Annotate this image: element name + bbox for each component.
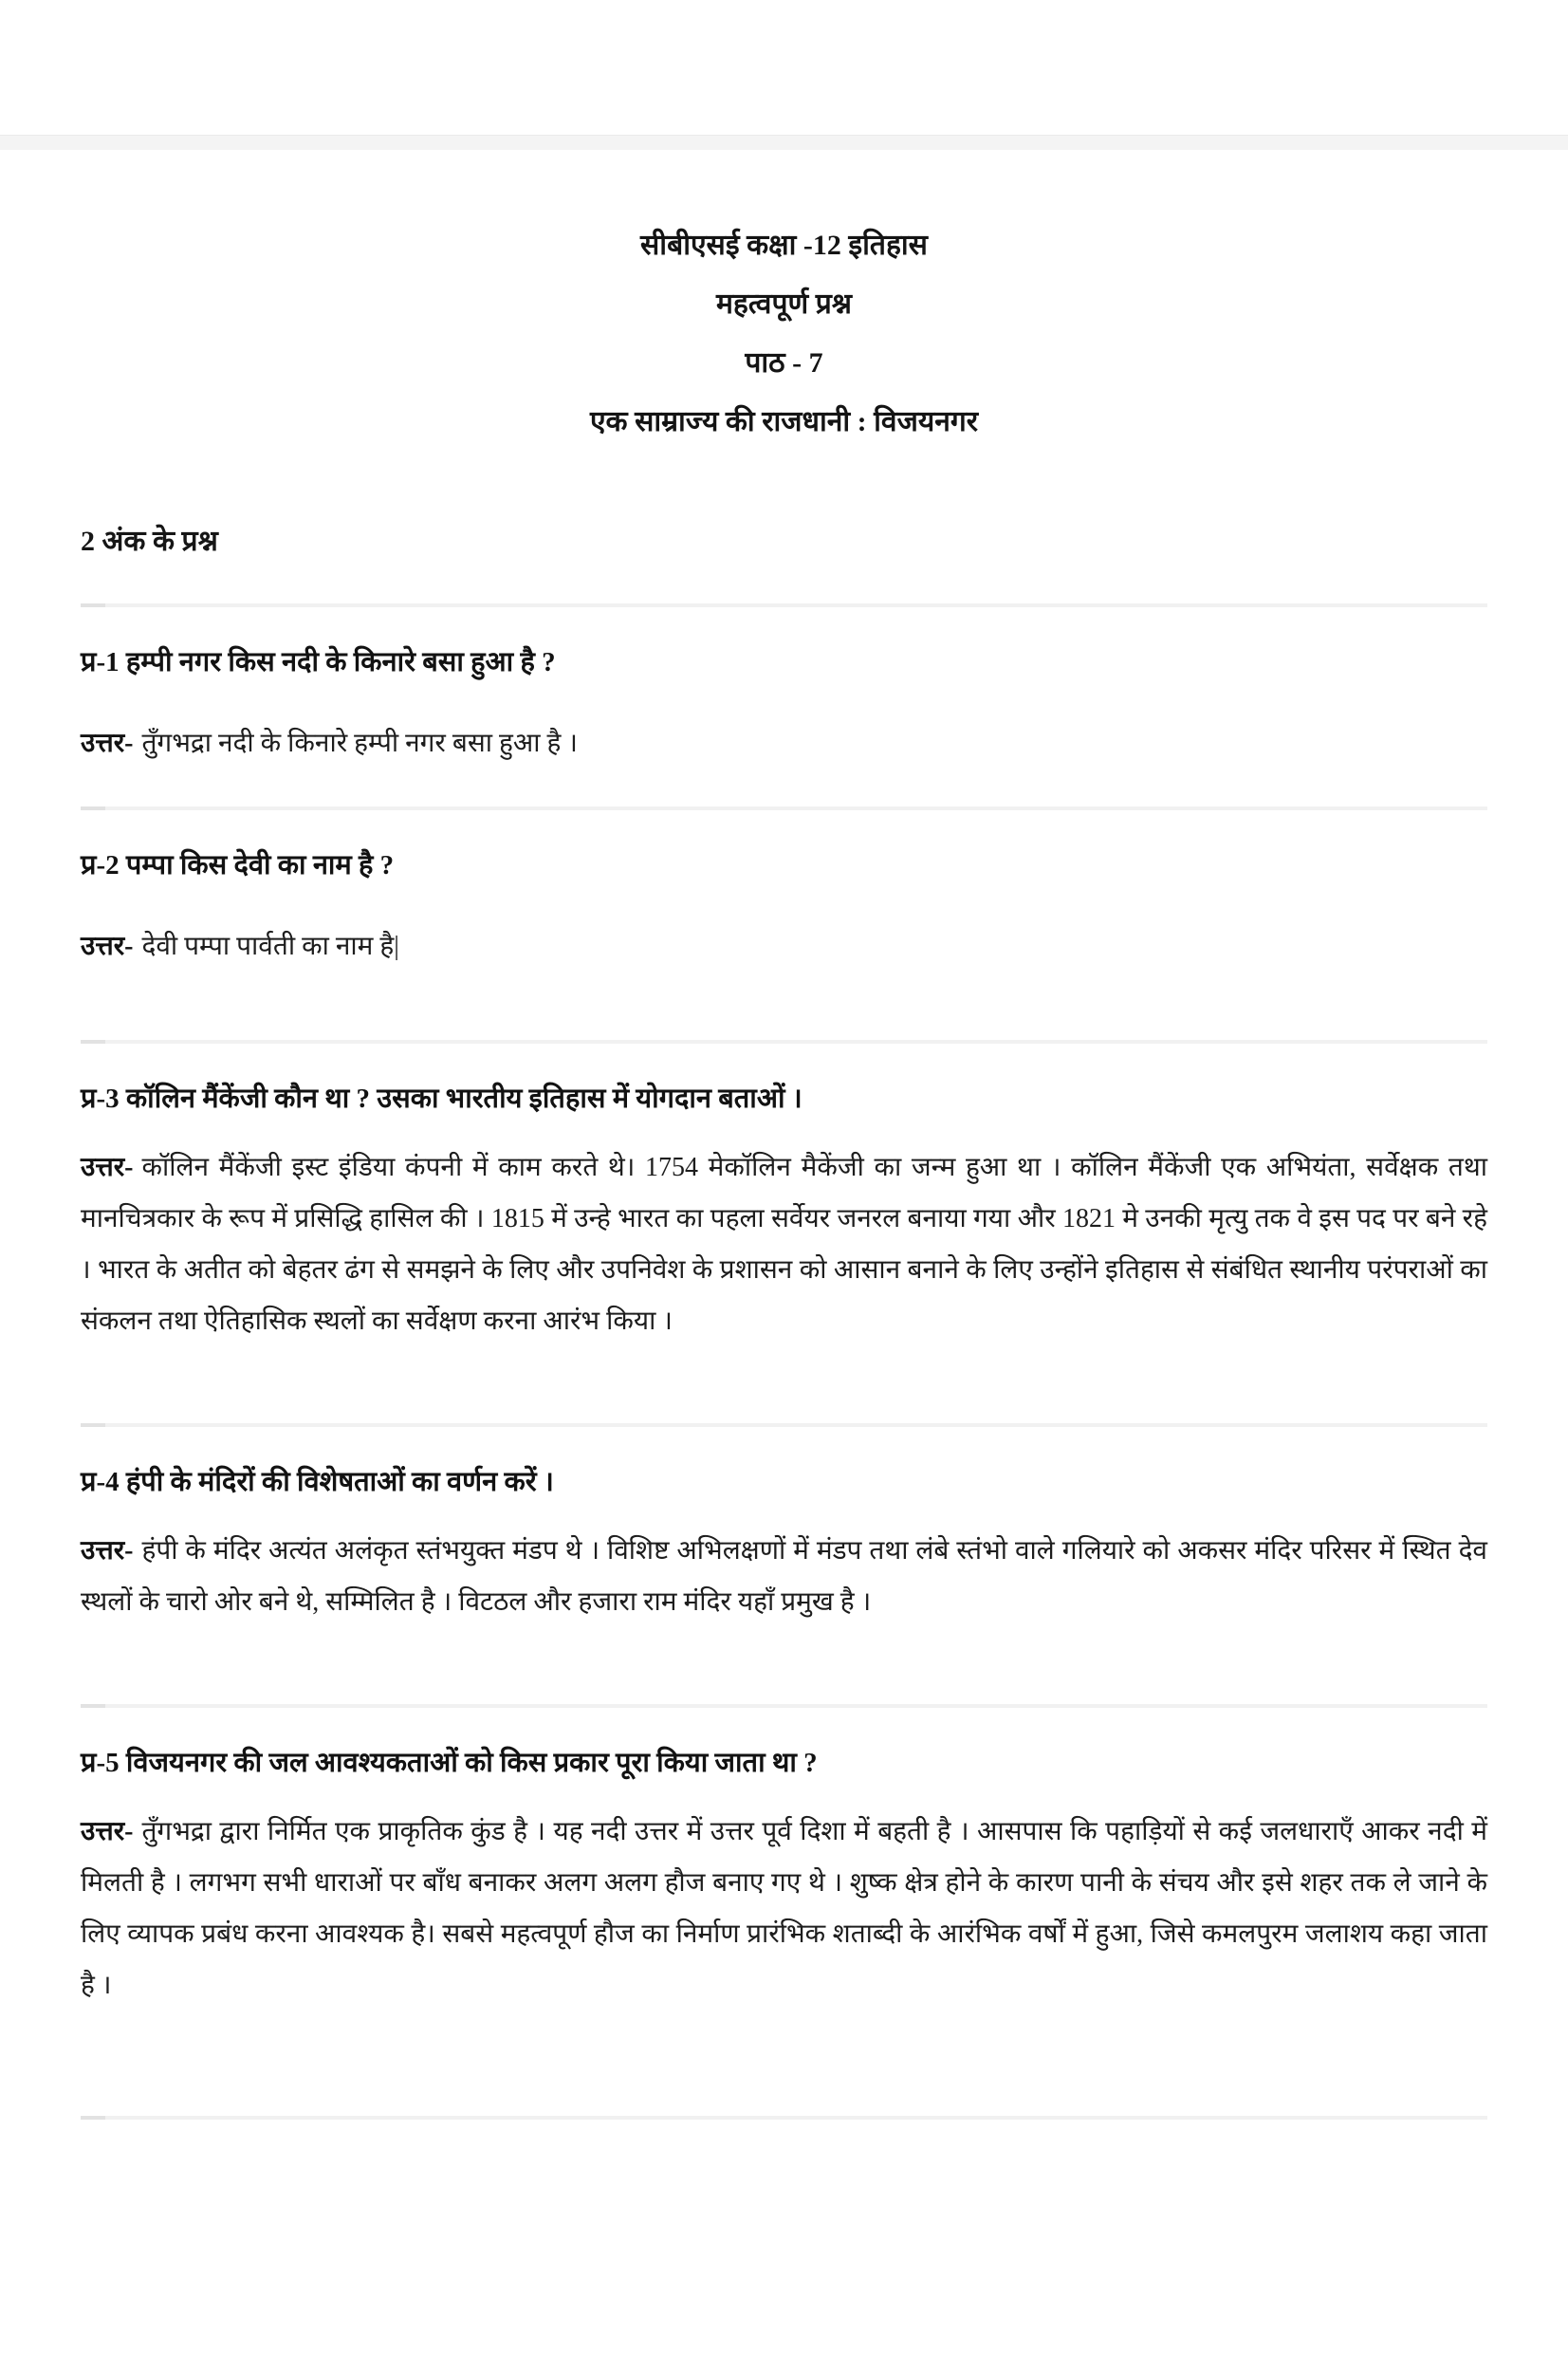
answer-4-text: हंपी के मंदिर अत्यंत अलंकृत स्तंभयुक्त मंडप थे । विशिष्ट अभिलक्षणों में मंडप तथा लंबे स्तंभो वाले गलियारे को अकसर मंदिर परिसर में स्थित देव स्थलों के चारो ओर बने थे, सम्मिलित है । विटठल और हजारा राम मंदिर यहाँ प्रमुख है ।: [81, 1536, 1487, 1617]
answer-3-text: कॉलिन मैंकेंजी इस्ट इंडिया कंपनी में काम करते थे। 1754 मेकॉलिन मैकेंजी का जन्म हुआ था । कॉलिन मैंकेंजी एक अभियंता, सर्वेक्षक तथा मानचित्रकार के रूप में प्रसिद्धि हासिल की । 1815 में उन्हे भारत का पहला सर्वेयर जनरल बनाया गया और 1821 मे उनकी मृत्यु तक वे इस पद पर बने रहे । भारत के अतीत को बेहतर ढंग से समझने के लिए और उपनिवेश के प्रशासन को आसान बनाने के लिए उन्होंने इतिहास से संबंधित स्थानीय परंपराओं का संकलन तथा ऐतिहासिक स्थलों का सर्वेक्षण करना आरंभ किया ।: [81, 1153, 1487, 1336]
answer-1: [81, 727, 1487, 761]
qa-block-5: [81, 1746, 1487, 2011]
answer-4: [81, 1526, 1487, 1628]
question-5: प्र-5 विजयनगर की जल आवश्यकताओं को किस प्रकार पूरा किया जाता था ?: [81, 1748, 818, 1778]
question-2: प्र-2 पम्पा किस देवी का नाम है ?: [81, 850, 395, 880]
answer-1-text: तुँगभद्रा नदी के किनारे हम्पी नगर बसा हुआ है ।: [141, 729, 579, 758]
answer-prefix: उत्तर-: [81, 932, 134, 961]
answer-prefix: उत्तर-: [81, 1153, 134, 1182]
qa-block-3: [81, 1082, 1487, 1347]
answer-prefix: उत्तर-: [81, 1536, 134, 1566]
answer-2-text: देवी पम्पा पार्वती का नाम है|: [141, 932, 399, 961]
question-3: प्र-3 कॉलिन मैंकेंजी कौन था ? उसका भारतीय इतिहास में योगदान बताओं ।: [81, 1084, 802, 1114]
marks-section-heading: 2 अंक के प्रश्न: [81, 526, 218, 557]
doc-title-subtitle: महत्वपूर्ण प्रश्न: [715, 288, 852, 320]
question-4: प्र-4 हंपी के मंदिरों की विशेषताओं का वर्णन करें ।: [81, 1467, 554, 1497]
document-header: [0, 216, 1568, 452]
document-page: [0, 135, 1568, 2354]
document-content: [0, 526, 1568, 2120]
answer-5-text: तुँगभद्रा द्वारा निर्मित एक प्राकृतिक कुंड है । यह नदी उत्तर में उत्तर पूर्व दिशा में बहती है । आसपास कि पहाड़ियों से कई जलधाराएँ आकर नदी में मिलती है । लगभग सभी धाराओं पर बाँध बनाकर अलग अलग हौज बनाए गए थे । शुष्क क्षेत्र होने के कारण पानी के संचय और इसे शहर तक ले जाने के लिए व्यापक प्रबंध करना आवश्यक है। सबसे महत्वपूर्ण हौज का निर्माण प्रारंभिक शताब्दी के आरंभिक वर्षों में हुआ, जिसे कमलपुरम जलाशय कहा जाता है ।: [81, 1817, 1487, 2000]
qa-block-1: [81, 645, 1487, 761]
section-divider: [81, 2116, 1487, 2120]
section-divider: [81, 1423, 1487, 1427]
answer-5: [81, 1807, 1487, 2011]
question-1: प्र-1 हम्पी नगर किस नदी के किनारे बसा हुआ है ?: [81, 647, 556, 677]
doc-title-course: सीबीएसई कक्षा -12 इतिहास: [640, 230, 928, 261]
section-divider: [81, 806, 1487, 810]
section-divider: [81, 1040, 1487, 1044]
answer-prefix: उत्तर-: [81, 1817, 134, 1846]
qa-block-2: [81, 848, 1487, 964]
doc-title-chapter-number: पाठ - 7: [745, 347, 823, 379]
section-divider: [81, 603, 1487, 607]
answer-2: [81, 930, 1487, 964]
answer-prefix: उत्तर-: [81, 729, 134, 758]
doc-title-chapter-name: एक साम्राज्य की राजधानी : विजयनगर: [589, 406, 979, 437]
answer-3: [81, 1142, 1487, 1347]
top-section-divider: [0, 135, 1568, 150]
section-divider: [81, 1704, 1487, 1708]
qa-block-4: [81, 1465, 1487, 1628]
